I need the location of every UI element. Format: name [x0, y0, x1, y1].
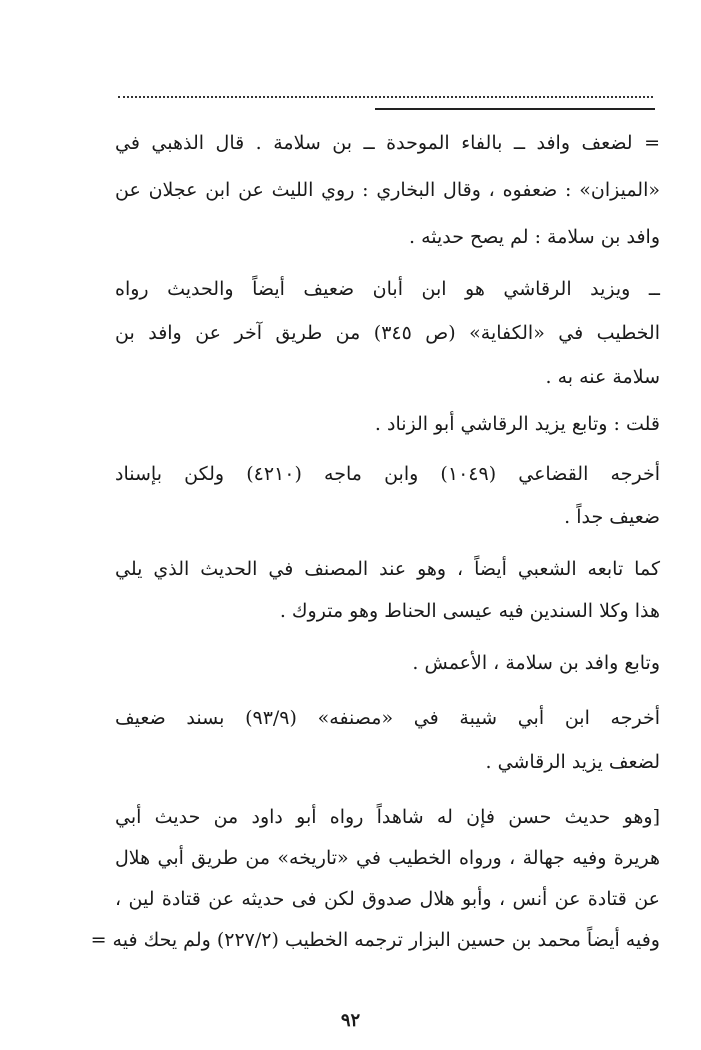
text-line: وتابع وافد بن سلامة ، الأعمش .	[412, 652, 660, 674]
text-line: كما تابعه الشعبي أيضاً ، وهو عند المصنف في الحديث الذي يلي	[115, 558, 660, 580]
text-line: الخطيب في «الكفاية» (ص ٣٤٥) من طريق آخر عن وافد بن	[115, 322, 660, 344]
text-line: أخرجه القضاعي (١٠٤٩) وابن ماجه (٤٢١٠) ولكن بإسناد	[115, 463, 660, 485]
text-line: وفيه أيضاً محمد بن حسين البزار ترجمه الخطيب (٢٢٧/٢) ولم يحك فيه =	[90, 929, 660, 951]
text-line: ــ ويزيد الرقاشي هو ابن أبان ضعيف أيضاً والحديث رواه	[115, 278, 660, 300]
paragraph-6	[115, 640, 660, 687]
text-line: ضعيف جداً .	[564, 506, 660, 528]
paragraph-3	[115, 401, 660, 448]
text-line: لضعف يزيد الرقاشي .	[485, 751, 660, 773]
paragraph-8	[90, 797, 660, 961]
paragraph-4	[115, 453, 660, 539]
text-line: [وهو حديث حسن فإن له شاهداً رواه أبو داود من حديث أبي	[115, 806, 660, 828]
text-line: عن قتادة عن أنس ، وأبو هلال صدوق لكن فى حديثه عن قتادة لين ،	[115, 888, 660, 910]
text-line: = لضعف وافد ــ بالفاء الموحدة ــ بن سلامة . قال الذهبي في	[115, 132, 660, 154]
paragraph-5	[115, 548, 660, 632]
text-line: «الميزان» : ضعفوه ، وقال البخاري : روي الليث عن ابن عجلان عن	[115, 179, 660, 201]
paragraph-1	[115, 120, 660, 261]
text-line: هريرة وفيه جهالة ، ورواه الخطيب في «تاريخه» من طريق أبي هلال	[115, 847, 660, 869]
text-line: سلامة عنه به .	[545, 366, 660, 388]
text-line: وافد بن سلامة : لم يصح حديثه .	[409, 226, 660, 248]
page-number: ٩٢	[340, 1010, 361, 1031]
text-line: أخرجه ابن أبي شيبة في «مصنفه» (٩٣/٩) بسند ضعيف	[115, 707, 660, 729]
footnote-rule	[375, 108, 655, 110]
text-line: قلت : وتابع يزيد الرقاشي أبو الزناد .	[374, 413, 660, 435]
paragraph-7	[115, 696, 660, 784]
paragraph-2	[115, 267, 660, 399]
text-line: هذا وكلا السندين فيه عيسى الحناط وهو متروك .	[279, 600, 660, 622]
dotted-separator	[118, 96, 653, 98]
